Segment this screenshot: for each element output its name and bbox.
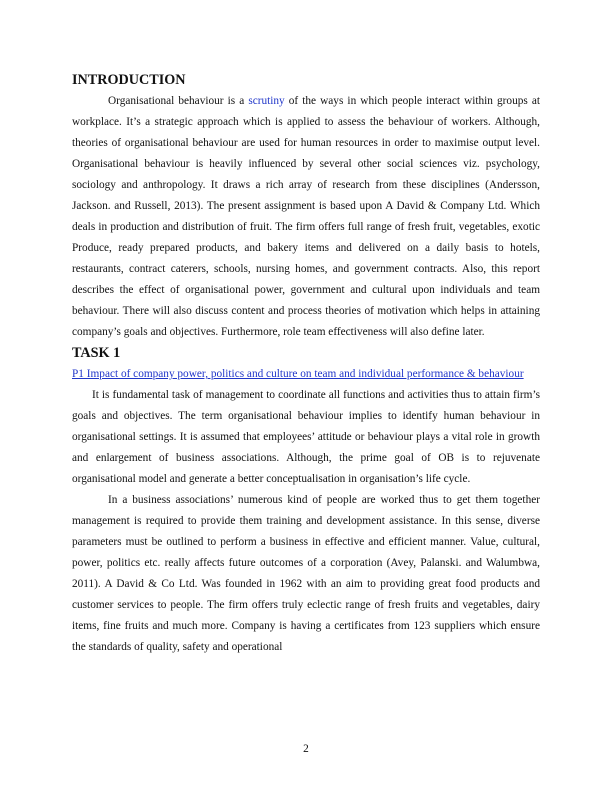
introduction-paragraph xyxy=(72,91,540,343)
page-number: 2 xyxy=(303,743,309,755)
p1-subheading-link[interactable]: P1 Impact of company power, politics and culture on team and individual performance & behaviour xyxy=(72,368,524,380)
intro-text-start: Organisational behaviour is a xyxy=(108,95,249,107)
introduction-heading: INTRODUCTION xyxy=(72,72,186,88)
task-paragraph-2: In a business associations’ numerous kind of people are worked thus to get them together management is required to provide them training and development assistance. In this sense, diverse parameters must be outlined to perform a business in effective and efficient manner. Value, cultural, power, politics etc. really affects future outcomes of a corporation (Avey, Palanski. and Walumbwa, 2011). A David & Co Ltd. Was founded in 1962 with an aim to providing great food products and customer services to people. The firm offers truly eclectic range of fresh fruits and vegetables, dairy items, fine fruits and much more. Company is having a certificates from 123 suppliers which ensure the standards of quality, safety and operational xyxy=(72,494,540,653)
page-content xyxy=(72,70,540,658)
scrutiny-link-word[interactable]: scrutiny xyxy=(248,95,285,107)
task-1-heading: TASK 1 xyxy=(72,345,121,361)
intro-text-rest: of the ways in which people interact within groups at workplace. It’s a strategic approach which is applied to assess the behaviour of workers. Although, theories of organisational behaviour are used for human resources in order to maximise output level. Organisational behaviour is heavily influenced by several other social sciences viz. psychology, sociology and anthropology. It draws a rich array of research from these disciplines (Andersson, Jackson. and Russell, 2013). The present assignment is based upon A David & Company Ltd. Which deals in production and distribution of fruit. The firm offers full range of fresh fruit, vegetables, exotic Produce, ready prepared products, and bakery items and delivered on a daily basis to hotels, restaurants, contract caterers, schools, nursing homes, and government contracts. Also, this report describes the effect of organisational power, government and cultural upon individuals and team behaviour. There will also discuss content and process theories of motivation which helps in attaining company’s goals and objectives. Furthermore, role team effectiveness will also define later. xyxy=(72,95,540,338)
task-paragraph-1: It is fundamental task of management to coordinate all functions and activities thus to attain firm’s goals and objectives. The term organisational behaviour implies to identify human behaviour in organisational settings. It is assumed that employees’ attitude or behaviour plays a vital role in growth and enlargement of business associations. Although, the prime goal of OB is to rejuvenate organisational model and generate a better conceptualisation in organisation’s life cycle. xyxy=(72,389,540,485)
